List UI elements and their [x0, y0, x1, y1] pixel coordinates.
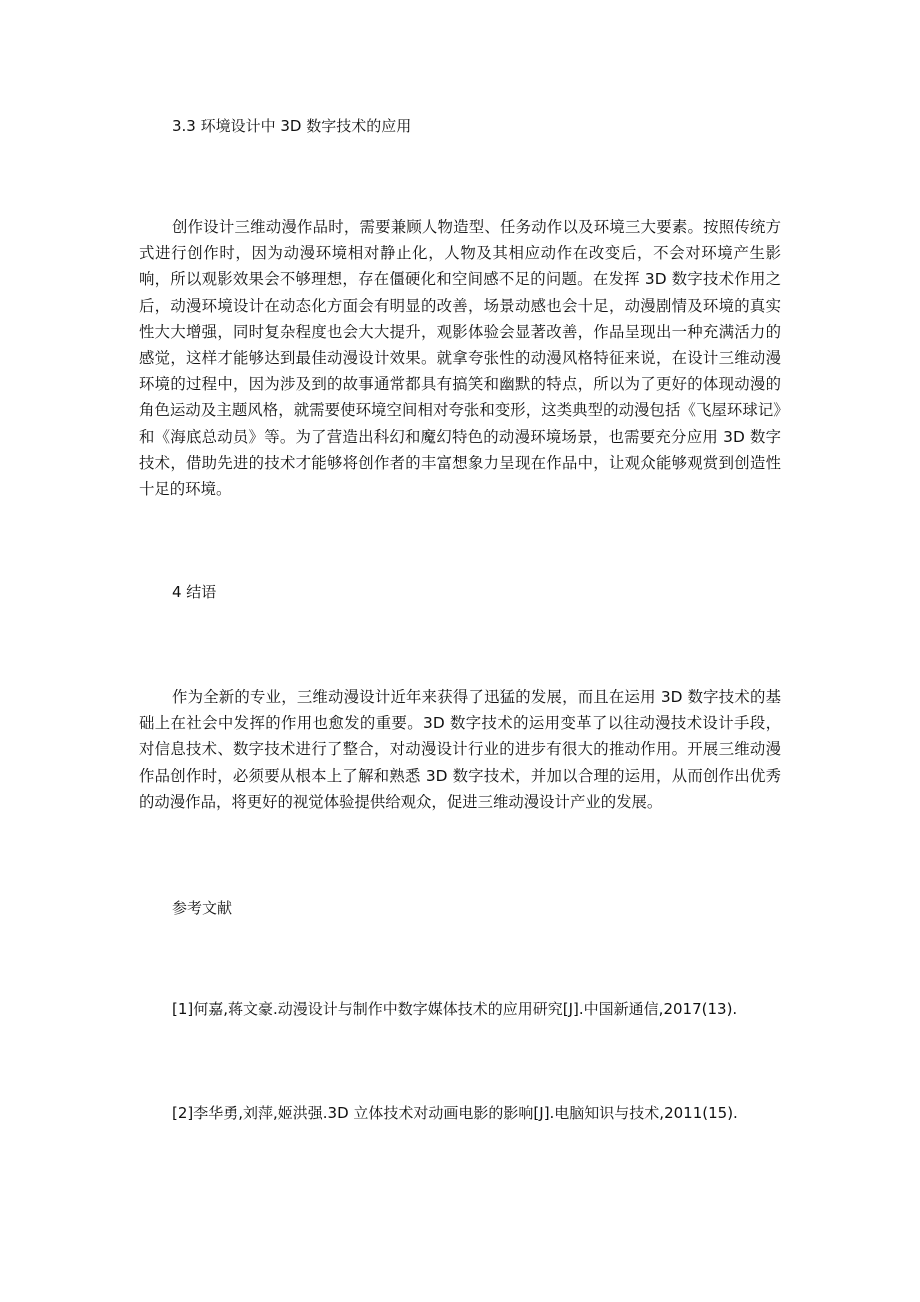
section-heading-4: 4 结语: [172, 583, 217, 601]
references-heading: 参考文献: [172, 899, 233, 917]
section-4-paragraph: 作为全新的专业，三维动漫设计近年来获得了迅猛的发展，而且在运用 3D 数字技术的基础上在社会中发挥的作用也愈发的重要。3D 数字技术的运用变革了以往动漫技术设计手段，对信息技术、数字技术进行了整合，对动漫设计行业的进步有很大的推动作用。开展三维动漫作品创作时，必须要从根本上了解和熟悉 3D 数字技术，并加以合理的运用，从而创作出优秀的动漫作品，将更好的视觉体验提供给观众，促进三维动漫设计产业的发展。: [139, 688, 781, 811]
reference-item-2: [2]李华勇,刘萍,姬洪强.3D 立体技术对动画电影的影响[J].电脑知识与技术,2011(15).: [172, 1104, 738, 1122]
section-heading-3-3: 3.3 环境设计中 3D 数字技术的应用: [172, 117, 412, 135]
reference-item-1: [1]何嘉,蒋文豪.动漫设计与制作中数字媒体技术的应用研究[J].中国新通信,2017(13).: [172, 1000, 738, 1018]
section-3-3-paragraph: 创作设计三维动漫作品时，需要兼顾人物造型、任务动作以及环境三大要素。按照传统方式进行创作时，因为动漫环境相对静止化，人物及其相应动作在改变后，不会对环境产生影响，所以观影效果会不够理想，存在僵硬化和空间感不足的问题。在发挥 3D 数字技术作用之后，动漫环境设计在动态化方面会有明显的改善，场景动感也会十足，动漫剧情及环境的真实性大大增强，同时复杂程度也会大大提升，观影体验会显著改善，作品呈现出一种充满活力的感觉，这样才能够达到最佳动漫设计效果。就拿夸张性的动漫风格特征来说，在设计三维动漫环境的过程中，因为涉及到的故事通常都具有搞笑和幽默的特点，所以为了更好的体现动漫的角色运动及主题风格，就需要使环境空间相对夸张和变形，这类典型的动漫包括《飞屋环球记》和《海底总动员》等。为了营造出科幻和魔幻特色的动漫环境场景，也需要充分应用 3D 数字技术，借助先进的技术才能够将创作者的丰富想象力呈现在作品中，让观众能够观赏到创造性十足的环境。: [139, 218, 781, 499]
